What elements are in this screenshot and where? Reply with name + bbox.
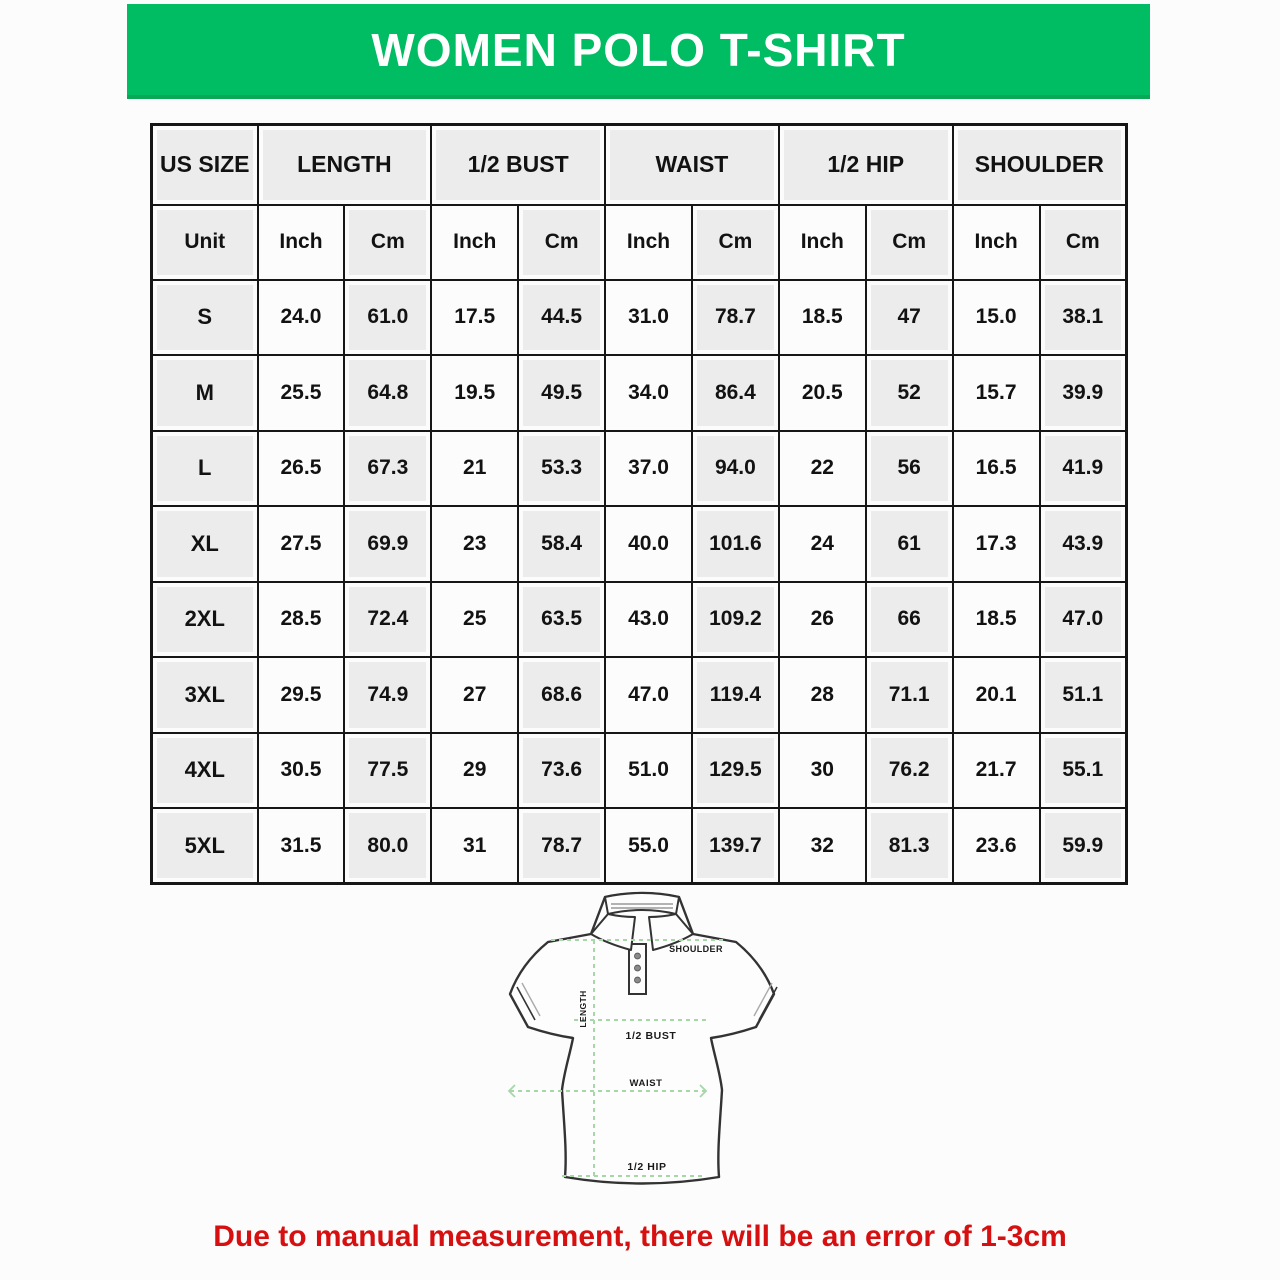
value-cell: 24.0 bbox=[258, 280, 345, 356]
value-cell: 77.5 bbox=[344, 733, 431, 809]
value-cell: 49.5 bbox=[518, 355, 605, 431]
table-row bbox=[152, 355, 1127, 431]
polo-shirt-diagram bbox=[494, 884, 800, 1218]
value-cell: 34.0 bbox=[605, 355, 692, 431]
value-cell: 20.1 bbox=[953, 657, 1040, 733]
value-cell: 31.0 bbox=[605, 280, 692, 356]
value-cell: 19.5 bbox=[431, 355, 518, 431]
value-cell: 68.6 bbox=[518, 657, 605, 733]
value-cell: 55.1 bbox=[1040, 733, 1127, 809]
unit-cell: Inch bbox=[779, 205, 866, 280]
table-row bbox=[152, 733, 1127, 809]
value-cell: 69.9 bbox=[344, 506, 431, 582]
length-label: LENGTH bbox=[578, 990, 588, 1028]
header-banner bbox=[127, 4, 1150, 99]
value-cell: 81.3 bbox=[866, 808, 953, 884]
value-cell: 23.6 bbox=[953, 808, 1040, 884]
shirt-button bbox=[635, 965, 641, 971]
table-row bbox=[152, 506, 1127, 582]
unit-row bbox=[152, 205, 1127, 280]
size-cell: S bbox=[152, 280, 258, 356]
value-cell: 25 bbox=[431, 582, 518, 658]
value-cell: 78.7 bbox=[692, 280, 779, 356]
shirt-button bbox=[635, 953, 641, 959]
column-group-header: SHOULDER bbox=[953, 125, 1127, 205]
page-title: WOMEN POLO T-SHIRT bbox=[371, 23, 906, 76]
value-cell: 38.1 bbox=[1040, 280, 1127, 356]
value-cell: 32 bbox=[779, 808, 866, 884]
value-cell: 51.1 bbox=[1040, 657, 1127, 733]
table-row bbox=[152, 280, 1127, 356]
value-cell: 31.5 bbox=[258, 808, 345, 884]
value-cell: 109.2 bbox=[692, 582, 779, 658]
size-cell: 3XL bbox=[152, 657, 258, 733]
unit-cell: Cm bbox=[692, 205, 779, 280]
value-cell: 26.5 bbox=[258, 431, 345, 507]
value-cell: 17.3 bbox=[953, 506, 1040, 582]
size-table-body bbox=[152, 280, 1127, 884]
value-cell: 61.0 bbox=[344, 280, 431, 356]
size-table-container bbox=[150, 123, 1128, 885]
value-cell: 31 bbox=[431, 808, 518, 884]
value-cell: 16.5 bbox=[953, 431, 1040, 507]
value-cell: 86.4 bbox=[692, 355, 779, 431]
value-cell: 22 bbox=[779, 431, 866, 507]
value-cell: 25.5 bbox=[258, 355, 345, 431]
value-cell: 15.0 bbox=[953, 280, 1040, 356]
size-cell: 2XL bbox=[152, 582, 258, 658]
value-cell: 47.0 bbox=[1040, 582, 1127, 658]
value-cell: 129.5 bbox=[692, 733, 779, 809]
shirt-button bbox=[635, 977, 641, 983]
value-cell: 78.7 bbox=[518, 808, 605, 884]
unit-cell: Inch bbox=[605, 205, 692, 280]
value-cell: 41.9 bbox=[1040, 431, 1127, 507]
value-cell: 71.1 bbox=[866, 657, 953, 733]
value-cell: 74.9 bbox=[344, 657, 431, 733]
value-cell: 28 bbox=[779, 657, 866, 733]
unit-cell: Cm bbox=[518, 205, 605, 280]
unit-cell: Cm bbox=[344, 205, 431, 280]
value-cell: 52 bbox=[866, 355, 953, 431]
unit-cell: Inch bbox=[431, 205, 518, 280]
table-row bbox=[152, 582, 1127, 658]
unit-cell: Inch bbox=[258, 205, 345, 280]
hip-label: 1/2 HIP bbox=[627, 1161, 667, 1173]
value-cell: 27.5 bbox=[258, 506, 345, 582]
unit-cell: Cm bbox=[866, 205, 953, 280]
value-cell: 51.0 bbox=[605, 733, 692, 809]
column-group-header: 1/2 BUST bbox=[431, 125, 605, 205]
value-cell: 18.5 bbox=[953, 582, 1040, 658]
table-row bbox=[152, 431, 1127, 507]
value-cell: 21.7 bbox=[953, 733, 1040, 809]
value-cell: 18.5 bbox=[779, 280, 866, 356]
size-cell: 4XL bbox=[152, 733, 258, 809]
size-cell: 5XL bbox=[152, 808, 258, 884]
column-group-row bbox=[152, 125, 1127, 205]
value-cell: 63.5 bbox=[518, 582, 605, 658]
bust-label: 1/2 BUST bbox=[625, 1030, 677, 1042]
value-cell: 59.9 bbox=[1040, 808, 1127, 884]
size-cell: L bbox=[152, 431, 258, 507]
value-cell: 72.4 bbox=[344, 582, 431, 658]
value-cell: 43.9 bbox=[1040, 506, 1127, 582]
measurement-note: Due to manual measurement, there will be an error of 1-3cm bbox=[213, 1220, 1067, 1253]
column-group-header: WAIST bbox=[605, 125, 779, 205]
table-row bbox=[152, 808, 1127, 884]
size-cell: XL bbox=[152, 506, 258, 582]
size-cell: M bbox=[152, 355, 258, 431]
column-group-header: 1/2 HIP bbox=[779, 125, 953, 205]
value-cell: 21 bbox=[431, 431, 518, 507]
value-cell: 28.5 bbox=[258, 582, 345, 658]
value-cell: 58.4 bbox=[518, 506, 605, 582]
value-cell: 101.6 bbox=[692, 506, 779, 582]
value-cell: 24 bbox=[779, 506, 866, 582]
value-cell: 40.0 bbox=[605, 506, 692, 582]
value-cell: 64.8 bbox=[344, 355, 431, 431]
value-cell: 17.5 bbox=[431, 280, 518, 356]
value-cell: 20.5 bbox=[779, 355, 866, 431]
value-cell: 15.7 bbox=[953, 355, 1040, 431]
value-cell: 37.0 bbox=[605, 431, 692, 507]
value-cell: 47.0 bbox=[605, 657, 692, 733]
size-chart-table bbox=[150, 123, 1128, 885]
unit-header-cell: Unit bbox=[152, 205, 258, 280]
value-cell: 30.5 bbox=[258, 733, 345, 809]
shoulder-label: SHOULDER bbox=[669, 944, 723, 954]
value-cell: 61 bbox=[866, 506, 953, 582]
table-row bbox=[152, 657, 1127, 733]
unit-cell: Inch bbox=[953, 205, 1040, 280]
value-cell: 53.3 bbox=[518, 431, 605, 507]
value-cell: 23 bbox=[431, 506, 518, 582]
value-cell: 119.4 bbox=[692, 657, 779, 733]
size-table-head bbox=[152, 125, 1127, 280]
value-cell: 80.0 bbox=[344, 808, 431, 884]
value-cell: 94.0 bbox=[692, 431, 779, 507]
value-cell: 67.3 bbox=[344, 431, 431, 507]
value-cell: 43.0 bbox=[605, 582, 692, 658]
column-group-header: LENGTH bbox=[258, 125, 432, 205]
value-cell: 47 bbox=[866, 280, 953, 356]
waist-label: WAIST bbox=[629, 1078, 663, 1089]
value-cell: 55.0 bbox=[605, 808, 692, 884]
value-cell: 44.5 bbox=[518, 280, 605, 356]
value-cell: 56 bbox=[866, 431, 953, 507]
value-cell: 29.5 bbox=[258, 657, 345, 733]
value-cell: 29 bbox=[431, 733, 518, 809]
value-cell: 27 bbox=[431, 657, 518, 733]
column-group-header: US SIZE bbox=[152, 125, 258, 205]
value-cell: 39.9 bbox=[1040, 355, 1127, 431]
value-cell: 73.6 bbox=[518, 733, 605, 809]
value-cell: 26 bbox=[779, 582, 866, 658]
value-cell: 76.2 bbox=[866, 733, 953, 809]
value-cell: 30 bbox=[779, 733, 866, 809]
unit-cell: Cm bbox=[1040, 205, 1127, 280]
value-cell: 139.7 bbox=[692, 808, 779, 884]
value-cell: 66 bbox=[866, 582, 953, 658]
